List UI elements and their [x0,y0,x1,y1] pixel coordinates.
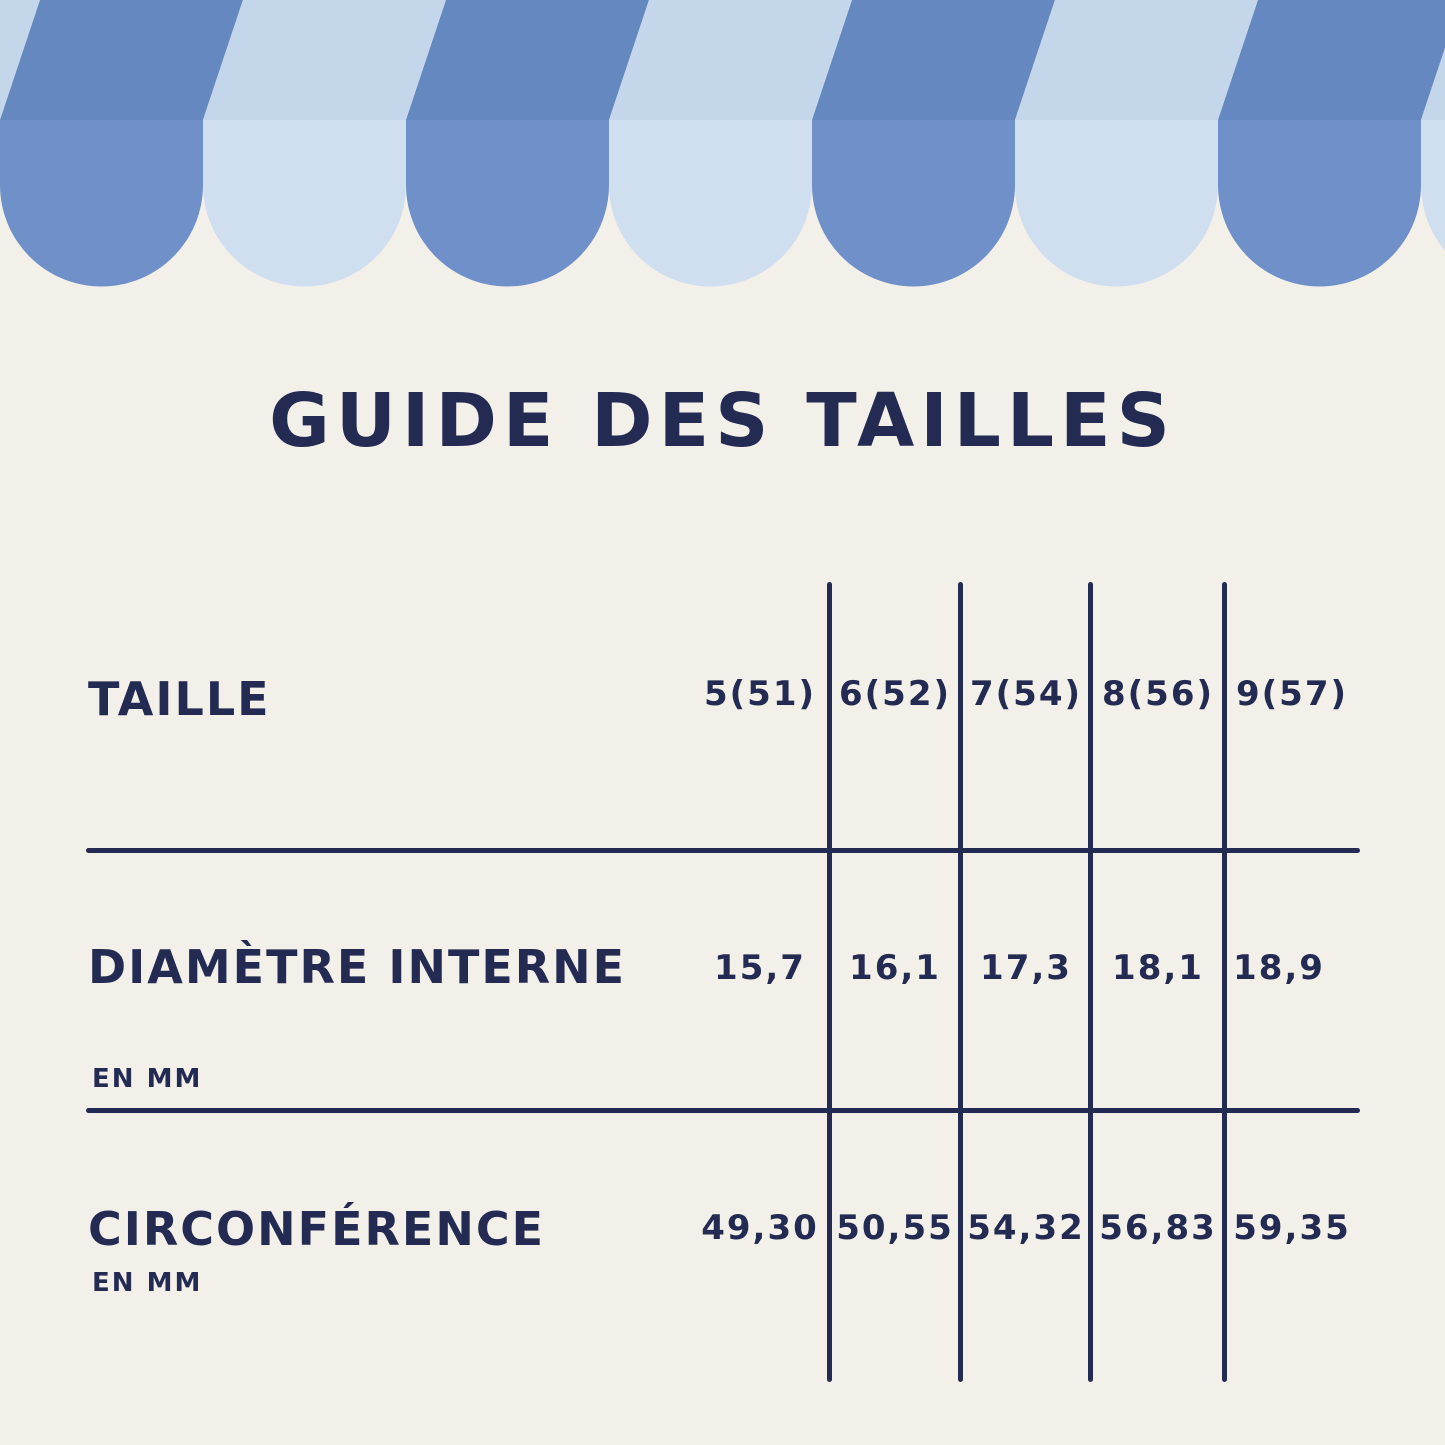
page-title: GUIDE DES TAILLES [269,378,1176,464]
row-label-taille: TAILLE [88,672,271,726]
unit-label: EN MM [92,1064,203,1094]
size-cell: 8(56) [1101,674,1215,714]
awning-stripe [203,0,446,120]
awning-scallop [203,120,406,287]
awning-stripe [609,0,852,120]
diameter-cell: 18,1 [1112,948,1204,988]
awning-scallop [1421,120,1445,287]
diameter-cell: 18,9 [1233,948,1325,988]
size-cell: 5(51) [703,674,817,714]
awning-scallop [0,120,203,287]
awning-scallop [406,120,609,287]
circumference-cell: 54,32 [967,1208,1085,1248]
size-cell: 7(54) [969,674,1083,714]
awning-stripe [812,0,1055,120]
size-cell: 9(57) [1235,674,1349,714]
column-divider [1088,582,1093,1382]
row-label-circonference: CIRCONFÉRENCE [88,1202,546,1256]
awning-stripe [406,0,649,120]
awning-scallop [609,120,812,287]
circumference-cell: 49,30 [701,1208,819,1248]
diameter-cell: 16,1 [849,948,941,988]
column-divider [958,582,963,1382]
column-divider [827,582,832,1382]
row-label-diametre: DIAMÈTRE INTERNE [88,940,627,994]
circumference-cell: 59,35 [1233,1208,1351,1248]
column-divider [1222,582,1227,1382]
diameter-cell: 15,7 [714,948,806,988]
circumference-cell: 50,55 [836,1208,954,1248]
awning-scallop [812,120,1015,287]
diameter-cell: 17,3 [980,948,1072,988]
awning-stripe [1015,0,1258,120]
awning-stripe [1218,0,1445,120]
awning-stripe [0,0,243,120]
row-divider [86,848,1360,853]
unit-label: EN MM [92,1268,203,1298]
row-divider [86,1108,1360,1113]
awning-decoration [0,0,1445,300]
awning-scallop [1218,120,1421,287]
awning-scallop [1015,120,1218,287]
size-cell: 6(52) [838,674,952,714]
circumference-cell: 56,83 [1099,1208,1217,1248]
